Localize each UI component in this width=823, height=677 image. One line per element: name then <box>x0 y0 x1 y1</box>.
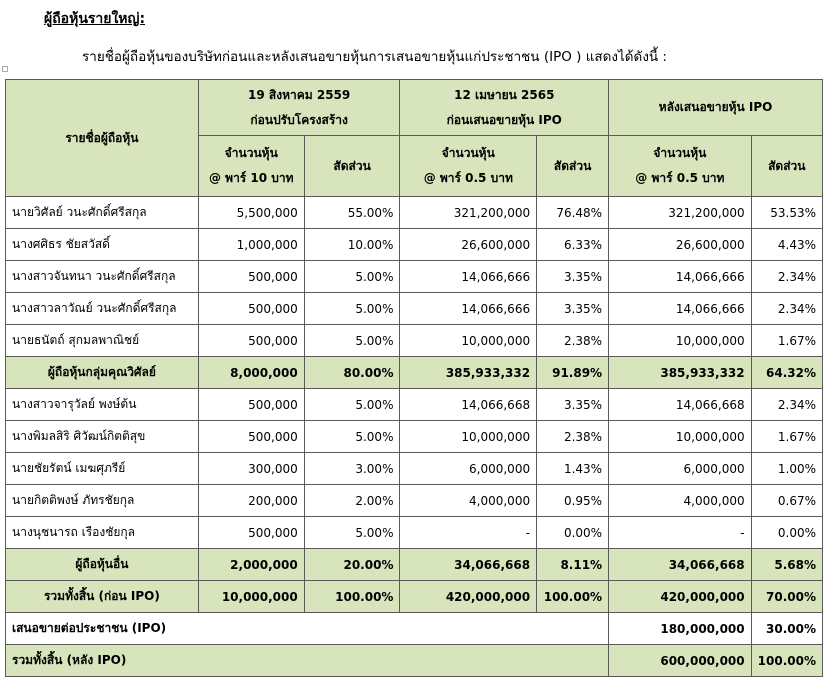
subtotal-label: ผู้ถือหุ้นกลุ่มคุณวิศัลย์ <box>6 357 199 389</box>
header-group-line1: 12 เมษายน 2565 <box>454 87 555 102</box>
section-heading: ผู้ถือหุ้นรายใหญ่: <box>44 11 146 27</box>
table-row <box>6 293 823 325</box>
shares-2559: 2,000,000 <box>198 549 304 581</box>
ipo-label: เสนอขายต่อประชาชน (IPO) <box>6 613 609 645</box>
ratio-after-ipo: 2.34% <box>751 389 822 421</box>
shares-2565: 10,000,000 <box>400 325 537 357</box>
ratio-2565: 0.95% <box>537 485 609 517</box>
subtotal-label: ผู้ถือหุ้นอื่น <box>6 549 199 581</box>
table-row <box>6 485 823 517</box>
table-row <box>6 197 823 229</box>
ratio-2565: 91.89% <box>537 357 609 389</box>
shares-after-ipo: 10,000,000 <box>609 421 752 453</box>
ratio-2565: 6.33% <box>537 229 609 261</box>
shares-after-ipo: 420,000,000 <box>609 581 752 613</box>
ratio-2565: 100.00% <box>537 581 609 613</box>
shares-2565: 14,066,666 <box>400 261 537 293</box>
header-group-line1: หลังเสนอขายหุ้น IPO <box>658 100 773 114</box>
table-row <box>6 229 823 261</box>
shareholder-name: นางสาวลาวัณย์ วนะศักดิ์ศรีสกุล <box>6 293 199 325</box>
header-shares-label: จำนวนหุ้น <box>224 146 278 160</box>
shares-after-ipo: 180,000,000 <box>609 613 752 645</box>
shares-after-ipo: 14,066,668 <box>609 389 752 421</box>
ratio-after-ipo: 0.00% <box>751 517 822 549</box>
shareholder-name: นายธนัตถ์ สุกมลพาณิชย์ <box>6 325 199 357</box>
shares-2565: 321,200,000 <box>400 197 537 229</box>
table-row <box>6 453 823 485</box>
shares-after-ipo: 4,000,000 <box>609 485 752 517</box>
shares-2559: 300,000 <box>198 453 304 485</box>
ratio-after-ipo: 1.00% <box>751 453 822 485</box>
table-row <box>6 389 823 421</box>
shareholder-name: นางศศิธร ชัยสวัสดิ์ <box>6 229 199 261</box>
shares-2559: 1,000,000 <box>198 229 304 261</box>
shares-2559: 5,500,000 <box>198 197 304 229</box>
shares-after-ipo: - <box>609 517 752 549</box>
shareholder-table <box>5 79 823 677</box>
total-before-ipo-row <box>6 581 823 613</box>
shareholder-name: นายวิศัลย์ วนะศักดิ์ศรีสกุล <box>6 197 199 229</box>
header-par-label: @ พาร์ 0.5 บาท <box>635 171 725 185</box>
ratio-after-ipo: 0.67% <box>751 485 822 517</box>
ratio-2559: 55.00% <box>304 197 400 229</box>
shareholder-name: นายกิตติพงษ์ ภัทรชัยกุล <box>6 485 199 517</box>
ratio-2559: 5.00% <box>304 389 400 421</box>
ratio-2559: 5.00% <box>304 517 400 549</box>
header-par-label: @ พาร์ 0.5 บาท <box>423 171 513 185</box>
header-ratio-1: สัดส่วน <box>304 136 400 197</box>
shares-2565: 420,000,000 <box>400 581 537 613</box>
ratio-2559: 20.00% <box>304 549 400 581</box>
subtotal-label: รวมทั้งสิ้น (ก่อน IPO) <box>6 581 199 613</box>
header-par-label: @ พาร์ 10 บาท <box>208 171 294 185</box>
ratio-after-ipo: 1.67% <box>751 421 822 453</box>
shares-2559: 8,000,000 <box>198 357 304 389</box>
shareholder-name: นางนุชนารถ เรืองชัยกุล <box>6 517 199 549</box>
ratio-2559: 10.00% <box>304 229 400 261</box>
shareholder-name: นางสาวจันทนา วนะศักดิ์ศรีสกุล <box>6 261 199 293</box>
ratio-after-ipo: 64.32% <box>751 357 822 389</box>
ratio-2565: 76.48% <box>537 197 609 229</box>
shares-2565: 14,066,668 <box>400 389 537 421</box>
ratio-2559: 5.00% <box>304 325 400 357</box>
table-row <box>6 325 823 357</box>
ratio-after-ipo: 70.00% <box>751 581 822 613</box>
shares-after-ipo: 14,066,666 <box>609 293 752 325</box>
shares-2559: 500,000 <box>198 293 304 325</box>
ratio-2559: 3.00% <box>304 453 400 485</box>
shares-2565: 385,933,332 <box>400 357 537 389</box>
shares-2565: 14,066,666 <box>400 293 537 325</box>
table-row <box>6 261 823 293</box>
ratio-2565: 3.35% <box>537 293 609 325</box>
shares-after-ipo: 321,200,000 <box>609 197 752 229</box>
ratio-2559: 100.00% <box>304 581 400 613</box>
ratio-after-ipo: 53.53% <box>751 197 822 229</box>
ratio-2565: 8.11% <box>537 549 609 581</box>
ratio-2559: 5.00% <box>304 293 400 325</box>
shares-2559: 10,000,000 <box>198 581 304 613</box>
ratio-after-ipo: 5.68% <box>751 549 822 581</box>
header-shareholder-name: รายชื่อผู้ถือหุ้น <box>6 80 199 197</box>
ipo-offering-row <box>6 613 823 645</box>
ratio-after-ipo: 2.34% <box>751 293 822 325</box>
ratio-after-ipo: 2.34% <box>751 261 822 293</box>
ratio-2565: 0.00% <box>537 517 609 549</box>
shares-after-ipo: 385,933,332 <box>609 357 752 389</box>
shares-after-ipo: 26,600,000 <box>609 229 752 261</box>
shares-2559: 500,000 <box>198 325 304 357</box>
header-group-line1: 19 สิงหาคม 2559 <box>248 87 351 102</box>
total-after-ipo-row <box>6 645 823 677</box>
ratio-2559: 5.00% <box>304 421 400 453</box>
table-row <box>6 421 823 453</box>
ratio-2559: 2.00% <box>304 485 400 517</box>
header-group-line2: ก่อนปรับโครงสร้าง <box>250 112 348 127</box>
intro-text: รายชื่อผู้ถือหุ้นของบริษัทก่อนและหลังเสนอขายหุ้นการเสนอขายหุ้นแก่ประชาชน (IPO ) แสดงได้ดังนี้ : <box>82 49 667 65</box>
shares-2559: 500,000 <box>198 389 304 421</box>
shares-2565: 10,000,000 <box>400 421 537 453</box>
shares-after-ipo: 6,000,000 <box>609 453 752 485</box>
shares-2565: 4,000,000 <box>400 485 537 517</box>
shares-2559: 500,000 <box>198 421 304 453</box>
shares-2565: 6,000,000 <box>400 453 537 485</box>
shares-after-ipo: 600,000,000 <box>609 645 752 677</box>
ratio-after-ipo: 100.00% <box>751 645 822 677</box>
ratio-2565: 3.35% <box>537 389 609 421</box>
shares-2559: 500,000 <box>198 261 304 293</box>
header-group-aug-2559 <box>198 80 400 136</box>
ratio-after-ipo: 4.43% <box>751 229 822 261</box>
ratio-after-ipo: 1.67% <box>751 325 822 357</box>
header-shares-1 <box>198 136 304 197</box>
header-shares-2 <box>400 136 537 197</box>
ratio-2565: 2.38% <box>537 421 609 453</box>
header-group-apr-2565 <box>400 80 609 136</box>
shares-after-ipo: 14,066,666 <box>609 261 752 293</box>
total-after-label: รวมทั้งสิ้น (หลัง IPO) <box>6 645 609 677</box>
ratio-2565: 1.43% <box>537 453 609 485</box>
shares-2559: 500,000 <box>198 517 304 549</box>
header-shares-3 <box>609 136 752 197</box>
header-group-line2: ก่อนเสนอขายหุ้น IPO <box>446 112 562 127</box>
shareholder-name: นางสาวจารุวัลย์ พงษ์ต้น <box>6 389 199 421</box>
ratio-after-ipo: 30.00% <box>751 613 822 645</box>
ratio-2565: 3.35% <box>537 261 609 293</box>
others-subtotal-row <box>6 549 823 581</box>
shares-after-ipo: 10,000,000 <box>609 325 752 357</box>
ratio-2565: 2.38% <box>537 325 609 357</box>
header-shares-label: จำนวนหุ้น <box>653 146 707 160</box>
header-shares-label: จำนวนหุ้น <box>441 146 495 160</box>
table-row <box>6 517 823 549</box>
ratio-2559: 5.00% <box>304 261 400 293</box>
header-ratio-2: สัดส่วน <box>537 136 609 197</box>
header-group-after-ipo <box>609 80 823 136</box>
shares-after-ipo: 34,066,668 <box>609 549 752 581</box>
shareholder-name: นางพิมลสิริ ศิวัฒน์กิตติสุข <box>6 421 199 453</box>
header-row-1 <box>6 80 823 136</box>
ratio-2559: 80.00% <box>304 357 400 389</box>
group-subtotal-row <box>6 357 823 389</box>
shares-2565: 26,600,000 <box>400 229 537 261</box>
shares-2565: - <box>400 517 537 549</box>
shares-2559: 200,000 <box>198 485 304 517</box>
text-box-marker <box>2 66 8 72</box>
shares-2565: 34,066,668 <box>400 549 537 581</box>
shareholder-name: นายชัยรัตน์ เมฆศุภรีย์ <box>6 453 199 485</box>
header-ratio-3: สัดส่วน <box>751 136 822 197</box>
